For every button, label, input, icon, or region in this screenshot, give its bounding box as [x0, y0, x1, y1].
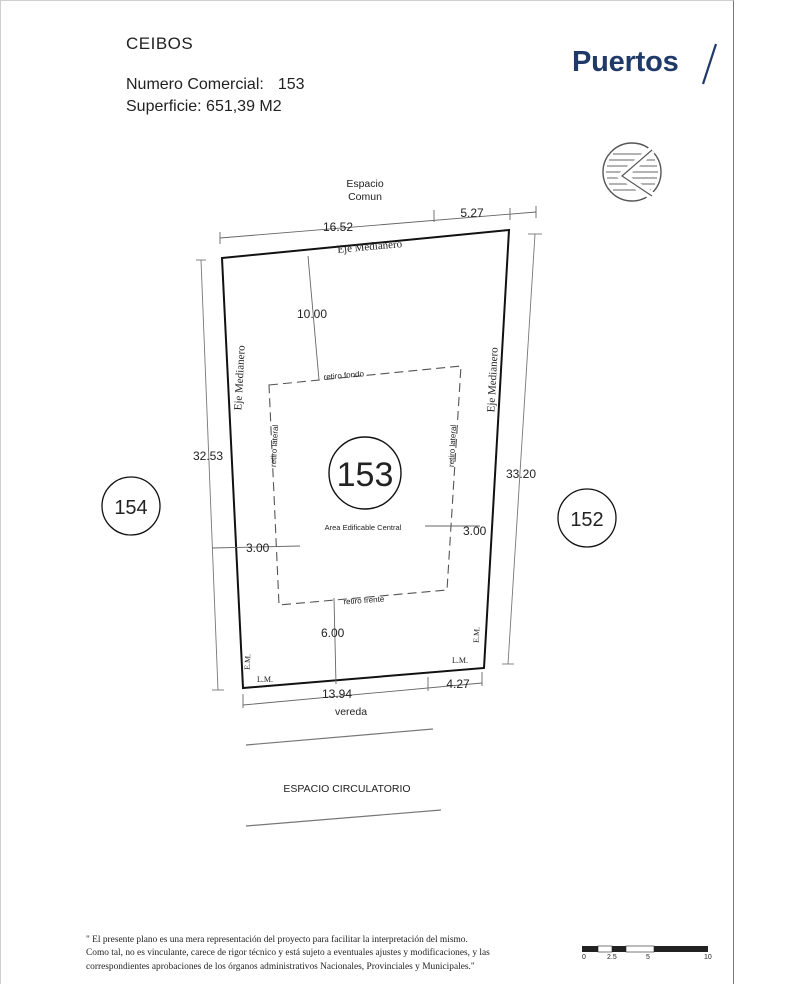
scale-label: 2.5 [607, 954, 617, 961]
dimension-top-extension: 5.27 [460, 206, 484, 220]
scale-label: 5 [646, 954, 650, 961]
rear-setback-label: retiro fondo [323, 369, 365, 382]
disclaimer-line: Como tal, no es vinculante, carece de rigor técnico y está sujeto a eventuales ajustes y modificaciones, y las [86, 948, 490, 959]
commercial-number-value: 153 [277, 76, 305, 93]
left-setback-dimension: 3.00 [246, 541, 270, 555]
circulation-space-label: ESPACIO CIRCULATORIO [283, 783, 411, 795]
dimension-bottom-main: 13.94 [321, 687, 353, 701]
buildable-area-label: Area Edificable Central [324, 523, 402, 532]
street-line-lower [246, 810, 441, 826]
lm-marker-left: L.M. [257, 675, 273, 684]
em-marker-right: E.M. [471, 626, 482, 644]
north-arrow-icon [603, 143, 661, 201]
scale-label: 10 [704, 954, 712, 961]
right-lateral-setback-label: retiro lateral [446, 424, 459, 468]
neighbor-lot-154: 154 [114, 497, 148, 519]
sidewalk-label: vereda [334, 706, 368, 718]
disclaimer-line: correspondientes aprobaciones de los órganos administrativos Nacionales, Provinciales y Municipales." [86, 961, 475, 972]
street-line-upper [246, 729, 433, 745]
scale-bar [580, 944, 710, 970]
top-area-label-2: Comun [348, 191, 382, 203]
scale-label: 0 [582, 954, 586, 961]
disclaimer-text [86, 934, 566, 974]
dimension-top-main: 16.52 [322, 220, 354, 234]
right-side-length: 33.20 [506, 467, 537, 481]
right-setback-dimension: 3.00 [463, 524, 487, 538]
lot-number: 153 [336, 456, 394, 494]
left-lateral-setback-label: retiro lateral [268, 424, 281, 468]
dimension-bottom-extension: 4.27 [446, 677, 470, 691]
disclaimer-line: " El presente plano es una mera representación del proyecto para facilitar la interpretación del mismo. [86, 935, 468, 945]
neighbor-lot-152: 152 [570, 509, 604, 531]
rear-setback-dimension: 10.00 [297, 307, 328, 321]
right-edge-label: Eje Medianero [485, 347, 501, 413]
commercial-number-label: Numero Comercial: [126, 76, 264, 93]
brand-logo: Puertos [572, 46, 679, 78]
em-marker-left: E.M. [242, 653, 253, 671]
left-side-length: 32.53 [193, 449, 224, 463]
surface-area: Superficie: 651,39 M2 [126, 98, 282, 115]
top-edge-label: Eje Medianero [336, 238, 403, 256]
lm-marker-right: L.M. [452, 656, 468, 665]
left-edge-label: Eje Medianero [232, 345, 248, 411]
top-area-label-1: Espacio [346, 178, 384, 190]
front-setback-dimension: 6.00 [321, 626, 345, 640]
front-setback-label: retiro frente [343, 594, 385, 607]
development-title: CEIBOS [126, 34, 194, 53]
